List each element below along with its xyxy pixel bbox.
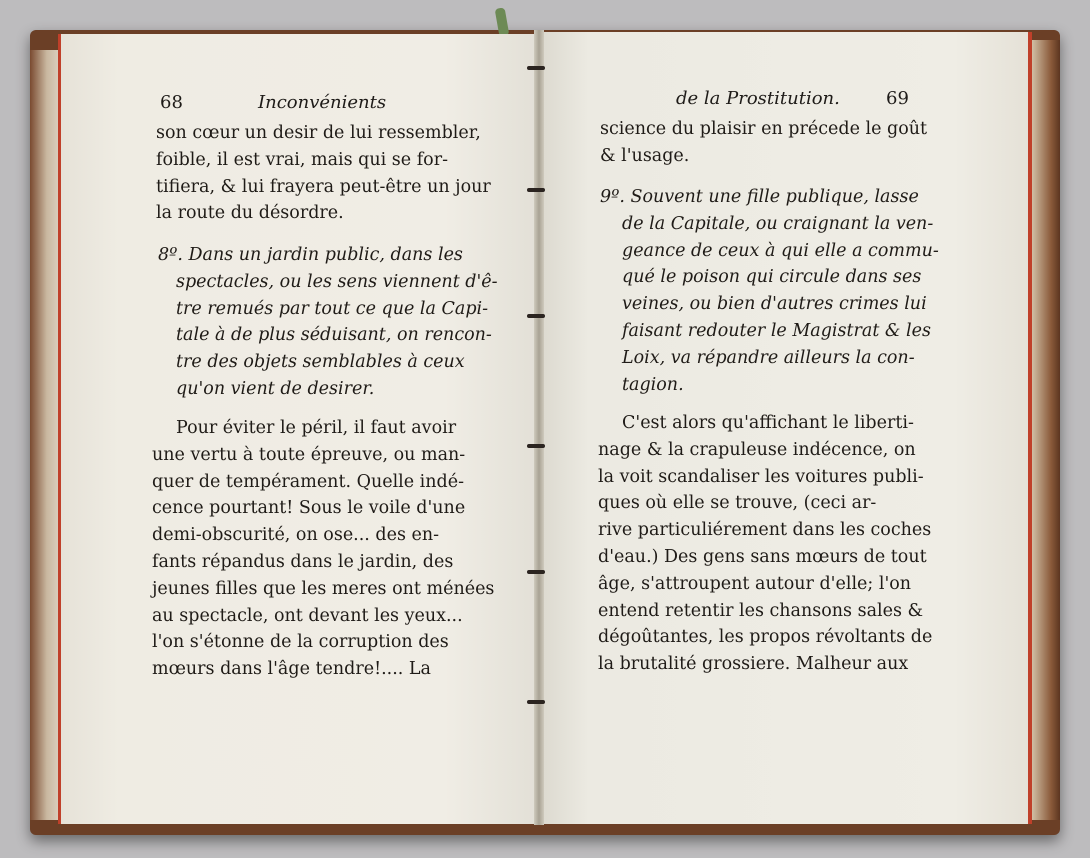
text-line: tre des objets semblables à ceux	[176, 352, 465, 373]
text-line: mœurs dans l'âge tendre!.... La	[152, 659, 431, 680]
text-line: fants répandus dans le jardin, des	[152, 551, 454, 572]
text-line: Loix, va répandre ailleurs la con-	[622, 347, 915, 368]
text-line: une vertu à toute épreuve, ou man-	[152, 444, 466, 465]
binding-stitch	[527, 66, 545, 70]
text-line: 8º. Dans un jardin public, dans les	[158, 245, 463, 265]
text-line: jeunes filles que les meres ont ménées	[152, 578, 495, 599]
text-line: entend retentir les chansons sales &	[598, 600, 924, 621]
text-line: la route du désordre.	[156, 203, 344, 224]
text-line: qué le poison qui circule dans ses	[622, 267, 922, 288]
text-line: 9º. Souvent une fille publique, lasse	[600, 187, 919, 207]
text-line: dégoûtantes, les propos révoltants de	[598, 627, 933, 648]
text-line: science du plaisir en précede le goût	[600, 119, 928, 139]
binding-stitch	[527, 444, 545, 448]
left-item-8	[158, 242, 518, 403]
text-line: au spectacle, ont devant les yeux...	[152, 605, 463, 626]
left-paragraph	[152, 415, 522, 683]
left-page-number: 68	[160, 92, 183, 113]
text-line: rive particuliérement dans les coches	[598, 520, 932, 541]
text-line: veines, ou bien d'autres crimes lui	[622, 294, 927, 315]
binding-stitch	[527, 314, 545, 318]
binding-stitch	[527, 700, 545, 704]
text-line: la voit scandaliser les voitures publi-	[598, 466, 924, 487]
text-line: spectacles, ou les sens viennent d'ê-	[176, 271, 498, 292]
text-line: quer de tempérament. Quelle indé-	[152, 471, 465, 492]
text-line: âge, s'attroupent autour d'elle; l'on	[598, 573, 912, 594]
binding-stitch	[527, 570, 545, 574]
text-line: demi-obscurité, on ose... des en-	[152, 525, 440, 546]
text-line: son cœur un desir de lui ressembler,	[156, 123, 481, 143]
text-line: geance de ceux à qui elle a commu-	[622, 240, 939, 261]
text-line: tagion.	[622, 374, 684, 395]
right-page-edge	[1030, 40, 1060, 820]
text-line: cence pourtant! Sous le voile d'une	[152, 498, 466, 519]
left-running-head: Inconvénients	[258, 92, 387, 113]
text-line: ques où elle se trouve, (ceci ar-	[598, 493, 877, 514]
text-line: nage & la crapuleuse indécence, on	[598, 439, 916, 460]
text-line: d'eau.) Des gens sans mœurs de tout	[598, 546, 927, 567]
right-page-number: 69	[886, 88, 909, 109]
text-line: qu'on vient de desirer.	[176, 378, 375, 399]
left-page-text	[156, 120, 516, 227]
text-line: Pour éviter le péril, il faut avoir	[176, 418, 457, 438]
text-line: tifiera, & lui frayera peut-être un jour	[156, 176, 491, 197]
text-line: C'est alors qu'affichant le liberti-	[622, 413, 914, 433]
text-line: faisant redouter le Magistrat & les	[622, 320, 931, 341]
text-line: tre remués par tout ce que la Capi-	[176, 298, 489, 319]
left-page-edge	[30, 50, 58, 820]
right-paragraph	[598, 410, 978, 678]
binding-stitch	[527, 188, 545, 192]
text-line: foible, il est vrai, mais qui se for-	[156, 149, 448, 170]
text-line: tale à de plus séduisant, on rencon-	[176, 325, 492, 346]
text-line: de la Capitale, ou craignant la ven-	[622, 213, 934, 234]
right-page-text	[600, 116, 980, 170]
right-running-head: de la Prostitution.	[676, 88, 840, 109]
text-line: l'on s'étonne de la corruption des	[152, 632, 449, 653]
text-line: la brutalité grossiere. Malheur aux	[598, 654, 909, 675]
book-gutter	[534, 30, 544, 825]
right-item-9	[600, 184, 980, 398]
text-line: & l'usage.	[600, 145, 690, 166]
